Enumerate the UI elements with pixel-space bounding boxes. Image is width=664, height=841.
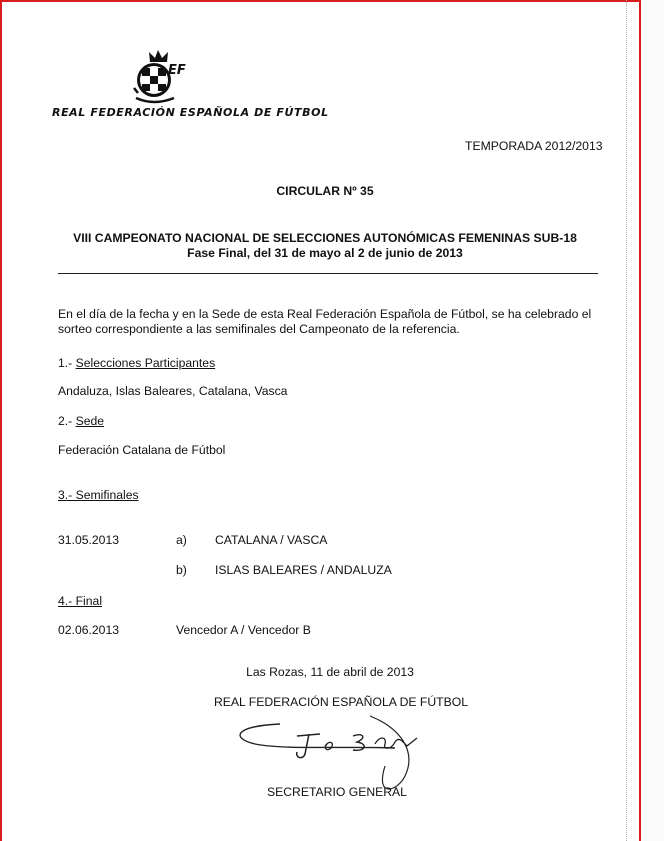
section-2-title: Sede (75, 414, 105, 428)
circular-number: CIRCULAR Nº 35 (276, 184, 374, 198)
championship-subtitle: Fase Final, del 31 de mayo al 2 de junio de 2013 (187, 246, 463, 260)
frame-left-border (0, 0, 2, 841)
section-2-heading (58, 414, 104, 429)
section-4-heading: 4.- Final (58, 594, 103, 608)
place-and-date: Las Rozas, 11 de abril de 2013 (246, 665, 414, 679)
section-1-heading (58, 356, 215, 371)
match-a-teams: CATALANA / VASCA (215, 533, 328, 547)
intro-paragraph-line1: En el día de la fecha y en la Sede de esta Real Federación Española de Fútbol, se ha celebrado el (58, 307, 592, 321)
final-content: Vencedor A / Vencedor B (176, 623, 311, 637)
final-date: 02.06.2013 (58, 623, 119, 637)
scan-edge (626, 0, 636, 841)
signatory-role: SECRETARIO GENERAL (267, 785, 407, 799)
match-a-label: a) (176, 533, 187, 547)
organization-logo-text: REAL FEDERACIÓN ESPAÑOLA DE FÚTBOL (52, 106, 329, 119)
semifinal-date: 31.05.2013 (58, 533, 119, 547)
signing-organization: REAL FEDERACIÓN ESPAÑOLA DE FÚTBOL (214, 695, 468, 709)
match-b-label: b) (176, 563, 187, 577)
season-label: TEMPORADA 2012/2013 (465, 139, 603, 153)
frame-top-border (0, 0, 664, 2)
section-2-content: Federación Catalana de Fútbol (58, 443, 226, 457)
svg-text:EF: EF (168, 63, 186, 78)
section-1-content: Andaluza, Islas Baleares, Catalana, Vasca (58, 384, 288, 398)
section-1-title: Selecciones Participantes (75, 356, 216, 370)
page-gutter (641, 0, 664, 841)
section-1-number: 1.- (58, 356, 76, 370)
match-b-teams: ISLAS BALEARES / ANDALUZA (215, 563, 392, 577)
horizontal-rule (58, 273, 598, 274)
section-2-number: 2.- (58, 414, 76, 428)
section-3-heading: 3.- Semifinales (58, 488, 139, 502)
intro-paragraph-line2: sorteo correspondiente a las semifinales del Campeonato de la referencia. (58, 322, 460, 336)
championship-title: VIII CAMPEONATO NACIONAL DE SELECCIONES AUTONÓMICAS FEMENINAS SUB-18 (73, 231, 577, 245)
rfef-logo-icon (128, 48, 188, 104)
